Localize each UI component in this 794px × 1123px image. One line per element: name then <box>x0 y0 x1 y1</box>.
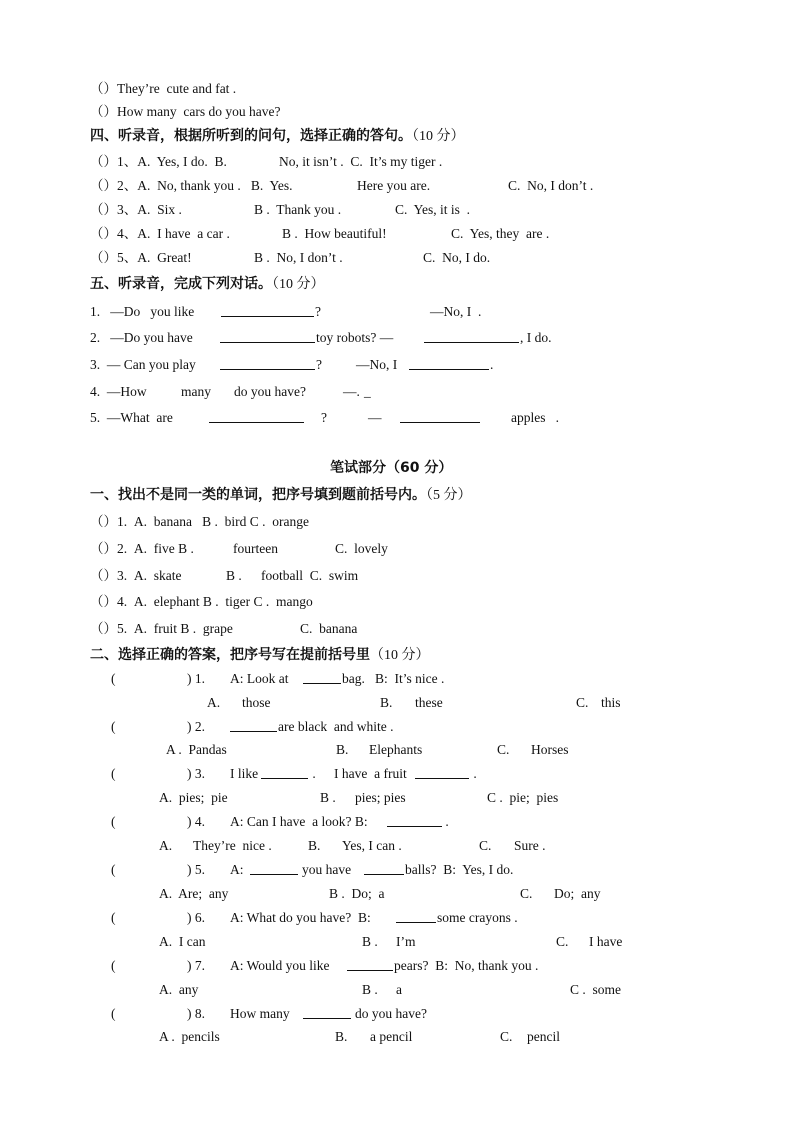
q7-option-c: C . some <box>570 982 622 997</box>
section-5-heading: 五、听录音，完成下列对话。（10 分） <box>90 276 325 292</box>
q4-option-b: B. <box>308 838 321 853</box>
q3-stem-a: I like <box>230 766 259 781</box>
s5-line-5-dash: — <box>368 410 382 425</box>
answer-blank[interactable] <box>303 1005 351 1019</box>
answer-blank[interactable] <box>424 329 519 343</box>
s5-line-4-e: _ <box>364 384 371 399</box>
answer-bracket-open[interactable]: ( <box>111 958 116 973</box>
q6-option-b: B . <box>362 934 378 949</box>
s4-item-5-b: B . No, I don’t . <box>254 250 343 265</box>
q7-stem-b: pears? B: No, thank you . <box>394 958 539 973</box>
answer-blank[interactable] <box>209 409 304 423</box>
q6-option-c: C. <box>556 934 569 949</box>
w1-item-3-b: B . <box>226 568 242 583</box>
q5-stem-a: A: <box>230 862 244 877</box>
q3-stem-c: I have a fruit <box>334 766 407 781</box>
q1-stem-b: bag. B: It’s nice . <box>342 671 445 686</box>
answer-bracket-open[interactable]: ( <box>111 814 116 829</box>
s4-item-2-c: C. No, I don’t . <box>508 178 594 193</box>
s4-item-2-b: Here you are. <box>357 178 431 193</box>
s5-line-4-c: do you have? <box>234 384 306 399</box>
w1-item-1: （）1. A. banana B . bird C . orange <box>90 514 309 529</box>
q4-option-c: C. <box>479 838 492 853</box>
answer-blank[interactable] <box>396 909 436 923</box>
q8-option-c-text: pencil <box>527 1029 560 1044</box>
q8-stem-a: How many <box>230 1006 290 1021</box>
q4-stem-b: . <box>442 814 449 829</box>
written-part-title: 笔试部分（60 分） <box>330 460 453 476</box>
s4-item-3-b: B . Thank you . <box>254 202 342 217</box>
w1-item-2-b: fourteen <box>233 541 278 556</box>
q5-option-b: B . Do; a <box>329 886 385 901</box>
s5-line-2: 2. —Do you have <box>90 330 193 345</box>
s5-line-3-reply: —No, I <box>356 357 398 372</box>
answer-blank[interactable] <box>415 765 469 779</box>
s5-line-1-q: ? <box>315 304 321 319</box>
q7-option-b: B . <box>362 982 378 997</box>
q5-stem-b: you have <box>302 862 352 877</box>
s5-line-4-d: —. <box>343 384 360 399</box>
q2-option-c: C. <box>497 742 510 757</box>
answer-blank[interactable] <box>409 356 489 370</box>
w1-item-3: （）3. A. skate <box>90 568 182 583</box>
q7-stem-a: A: Would you like <box>230 958 330 973</box>
q2-option-b: B. <box>336 742 349 757</box>
q4-option-b-text: Yes, I can . <box>342 838 402 853</box>
s4-item-4-c: C. Yes, they are . <box>451 226 550 241</box>
w1-item-2-c: C. lovely <box>335 541 388 556</box>
s4-item-4: （）4、A. I have a car . <box>90 226 230 241</box>
q8-option-b-text: a pencil <box>370 1029 413 1044</box>
q6-number: ) 6. <box>187 910 205 925</box>
answer-blank[interactable] <box>250 861 298 875</box>
answer-blank[interactable] <box>230 718 277 732</box>
top-line-1: （）They’re cute and fat . <box>90 81 237 96</box>
answer-bracket-open[interactable]: ( <box>111 1006 116 1021</box>
s5-line-5-q: ? <box>321 410 327 425</box>
answer-bracket-open[interactable]: ( <box>111 719 116 734</box>
q4-option-c-text: Sure . <box>514 838 546 853</box>
q2-option-b-text: Elephants <box>369 742 423 757</box>
q5-option-c: C. <box>520 886 533 901</box>
q6-option-c-text: I have <box>589 934 623 949</box>
s4-item-5: （）5、A. Great! <box>90 250 192 265</box>
q3-option-c: C . pie; pies <box>487 790 559 805</box>
q8-stem-b: do you have? <box>355 1006 427 1021</box>
q7-number: ) 7. <box>187 958 205 973</box>
answer-blank[interactable] <box>387 813 442 827</box>
q3-option-b-text: pies; pies <box>355 790 406 805</box>
w1-item-5-c: C. banana <box>300 621 358 636</box>
q8-option-c: C. <box>500 1029 513 1044</box>
q1-number: ) 1. <box>187 671 205 686</box>
s5-line-5-end: apples . <box>511 410 559 425</box>
section-4-heading: 四、听录音，根据所听到的问句，选择正确的答句。（10 分） <box>90 128 465 144</box>
answer-bracket-open[interactable]: ( <box>111 862 116 877</box>
s5-line-5: 5. —What are <box>90 410 173 425</box>
s4-item-1: （）1、A. Yes, I do. B. <box>90 154 227 169</box>
s5-line-4: 4. —How <box>90 384 147 399</box>
s4-item-2: （）2、A. No, thank you . B. Yes. <box>90 178 293 193</box>
q8-option-b: B. <box>335 1029 348 1044</box>
q7-option-b-text: a <box>396 982 402 997</box>
q2-option-c-text: Horses <box>531 742 569 757</box>
q1-option-c: C. <box>576 695 589 710</box>
s5-line-1-reply: —No, I . <box>430 304 482 319</box>
s5-line-1: 1. —Do you like <box>90 304 195 319</box>
answer-blank[interactable] <box>347 957 393 971</box>
s4-item-1-rest: No, it isn’t . C. It’s my tiger . <box>279 154 443 169</box>
top-line-2: （）How many cars do you have? <box>90 104 281 119</box>
q5-number: ) 5. <box>187 862 205 877</box>
q6-stem-a: A: What do you have? B: <box>230 910 371 925</box>
q4-option-a-text: They’re nice . <box>193 838 272 853</box>
q2-option-a: A . Pandas <box>166 742 227 757</box>
written-section-2-heading: 二、选择正确的答案，把序号写在提前括号里（10 分） <box>90 647 430 663</box>
w1-item-2: （）2. A. five B . <box>90 541 194 556</box>
q5-stem-c: balls? B: Yes, I do. <box>405 862 514 877</box>
q3-stem-b: . <box>309 766 316 781</box>
q1-option-c-text: this <box>601 695 621 710</box>
q3-number: ) 3. <box>187 766 205 781</box>
q4-stem-a: A: Can I have a look? B: <box>230 814 368 829</box>
q1-stem-a: A: Look at <box>230 671 289 686</box>
answer-blank[interactable] <box>400 409 480 423</box>
s5-line-2-end: , I do. <box>520 330 552 345</box>
q8-option-a: A . pencils <box>159 1029 220 1044</box>
answer-bracket-open[interactable]: ( <box>111 671 116 686</box>
answer-blank[interactable] <box>220 329 315 343</box>
q7-option-a: A. any <box>159 982 199 997</box>
q6-option-a: A. I can <box>159 934 206 949</box>
s5-line-3-q: ? <box>316 357 322 372</box>
q2-stem: are black and white . <box>278 719 394 734</box>
q1-option-a-text: those <box>242 695 271 710</box>
answer-bracket-open[interactable]: ( <box>111 910 116 925</box>
q2-number: ) 2. <box>187 719 205 734</box>
q3-stem-d: . <box>470 766 477 781</box>
w1-item-4: （）4. A. elephant B . tiger C . mango <box>90 594 313 609</box>
s5-line-3: 3. — Can you play <box>90 357 196 372</box>
s4-item-3-c: C. Yes, it is . <box>395 202 471 217</box>
q4-option-a: A. <box>159 838 173 853</box>
q1-option-a: A. <box>207 695 221 710</box>
s5-line-4-b: many <box>181 384 211 399</box>
q6-option-b-text: I’m <box>396 934 416 949</box>
answer-blank[interactable] <box>221 303 314 317</box>
written-section-1-heading: 一、找出不是同一类的单词，把序号填到题前括号内。（5 分） <box>90 487 472 503</box>
s5-line-2-mid: toy robots? — <box>316 330 394 345</box>
q8-number: ) 8. <box>187 1006 205 1021</box>
s4-item-3: （）3、A. Six . <box>90 202 182 217</box>
s4-item-4-b: B . How beautiful! <box>282 226 387 241</box>
q5-option-c-text: Do; any <box>554 886 601 901</box>
w1-item-3-c: football C. swim <box>261 568 359 583</box>
w1-item-5: （）5. A. fruit B . grape <box>90 621 233 636</box>
q4-number: ) 4. <box>187 814 205 829</box>
s5-line-3-end: . <box>490 357 494 372</box>
answer-blank[interactable] <box>220 356 315 370</box>
q1-option-b: B. <box>380 695 393 710</box>
answer-bracket-open[interactable]: ( <box>111 766 116 781</box>
s4-item-5-c: C. No, I do. <box>423 250 491 265</box>
answer-blank[interactable] <box>303 670 341 684</box>
q1-option-b-text: these <box>415 695 443 710</box>
q6-stem-b: some crayons . <box>437 910 518 925</box>
q5-option-a: A. Are; any <box>159 886 229 901</box>
q3-option-a: A. pies; pie <box>159 790 228 805</box>
q3-option-b: B . <box>320 790 336 805</box>
answer-blank[interactable] <box>364 861 404 875</box>
answer-blank[interactable] <box>261 765 308 779</box>
